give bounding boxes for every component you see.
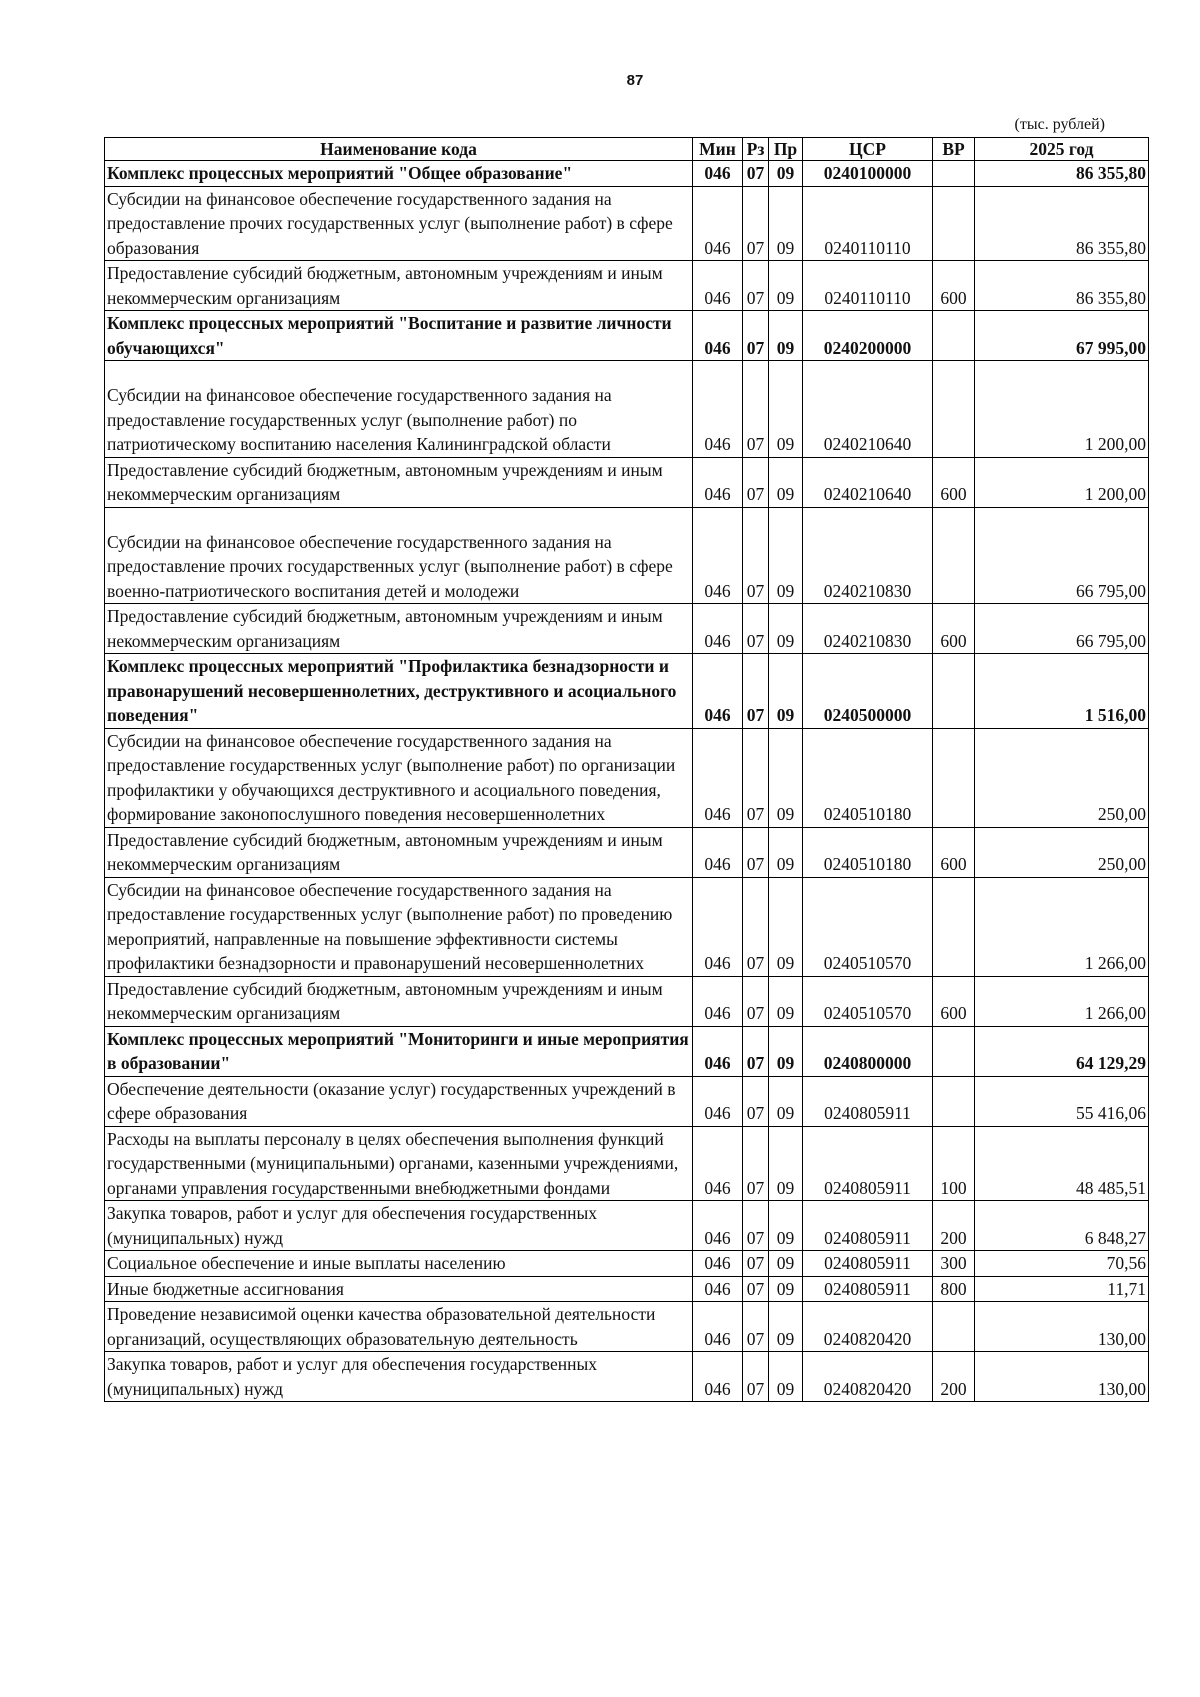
cell-rz: 07 xyxy=(743,1126,769,1201)
cell-sum: 11,71 xyxy=(975,1276,1149,1302)
cell-min: 046 xyxy=(693,1201,743,1251)
cell-pr: 09 xyxy=(769,186,803,261)
cell-rz: 07 xyxy=(743,1026,769,1076)
table-row xyxy=(105,1352,1149,1402)
cell-sum: 86 355,80 xyxy=(975,161,1149,187)
header-pr: Пр xyxy=(769,138,803,161)
cell-min: 046 xyxy=(693,1276,743,1302)
cell-vr xyxy=(933,728,975,827)
cell-vr xyxy=(933,654,975,729)
cell-vr xyxy=(933,361,975,458)
cell-sum: 6 848,27 xyxy=(975,1201,1149,1251)
cell-sum: 1 200,00 xyxy=(975,457,1149,507)
cell-pr: 09 xyxy=(769,1251,803,1277)
cell-sum: 48 485,51 xyxy=(975,1126,1149,1201)
cell-vr xyxy=(933,1026,975,1076)
cell-min: 046 xyxy=(693,1126,743,1201)
cell-rz: 07 xyxy=(743,1302,769,1352)
table-row xyxy=(105,1201,1149,1251)
cell-csr: 0240500000 xyxy=(803,654,933,729)
table-row xyxy=(105,877,1149,976)
cell-csr: 0240210640 xyxy=(803,457,933,507)
header-name: Наименование кода xyxy=(105,138,693,161)
cell-vr xyxy=(933,186,975,261)
cell-rz: 07 xyxy=(743,827,769,877)
table-row xyxy=(105,261,1149,311)
cell-rz: 07 xyxy=(743,161,769,187)
cell-min: 046 xyxy=(693,1251,743,1277)
cell-csr: 0240805911 xyxy=(803,1276,933,1302)
cell-name: Субсидии на финансовое обеспечение государственного задания на предоставление прочих государственных услуг (выполнение работ) в сфере образования xyxy=(105,186,693,261)
cell-csr: 0240510570 xyxy=(803,976,933,1026)
table-row xyxy=(105,1126,1149,1201)
cell-csr: 0240805911 xyxy=(803,1201,933,1251)
cell-pr: 09 xyxy=(769,457,803,507)
cell-csr: 0240510570 xyxy=(803,877,933,976)
cell-rz: 07 xyxy=(743,604,769,654)
cell-csr: 0240805911 xyxy=(803,1126,933,1201)
cell-csr: 0240510180 xyxy=(803,827,933,877)
cell-csr: 0240820420 xyxy=(803,1302,933,1352)
cell-sum: 67 995,00 xyxy=(975,311,1149,361)
cell-pr: 09 xyxy=(769,311,803,361)
cell-vr: 300 xyxy=(933,1251,975,1277)
page-number: 87 xyxy=(626,72,644,89)
cell-min: 046 xyxy=(693,507,743,604)
cell-min: 046 xyxy=(693,877,743,976)
cell-sum: 1 200,00 xyxy=(975,361,1149,458)
table-row xyxy=(105,1251,1149,1277)
header-sum: 2025 год xyxy=(975,138,1149,161)
cell-min: 046 xyxy=(693,1076,743,1126)
cell-rz: 07 xyxy=(743,261,769,311)
table-row xyxy=(105,1276,1149,1302)
cell-vr: 200 xyxy=(933,1352,975,1402)
cell-rz: 07 xyxy=(743,728,769,827)
cell-csr: 0240110110 xyxy=(803,261,933,311)
cell-name: Комплекс процессных мероприятий "Профилактика безнадзорности и правонарушений несовершеннолетних, деструктивного и асоциального поведения" xyxy=(105,654,693,729)
cell-vr: 600 xyxy=(933,827,975,877)
cell-sum: 250,00 xyxy=(975,827,1149,877)
table-row xyxy=(105,361,1149,458)
cell-sum: 250,00 xyxy=(975,728,1149,827)
cell-rz: 07 xyxy=(743,457,769,507)
cell-name: Комплекс процессных мероприятий "Общее образование" xyxy=(105,161,693,187)
cell-name: Предоставление субсидий бюджетным, автономным учреждениям и иным некоммерческим организациям xyxy=(105,976,693,1026)
table-row xyxy=(105,728,1149,827)
cell-min: 046 xyxy=(693,1302,743,1352)
cell-min: 046 xyxy=(693,1352,743,1402)
cell-sum: 130,00 xyxy=(975,1302,1149,1352)
cell-rz: 07 xyxy=(743,877,769,976)
cell-vr: 600 xyxy=(933,604,975,654)
cell-min: 046 xyxy=(693,311,743,361)
cell-name: Субсидии на финансовое обеспечение государственного задания на предоставление государственных услуг (выполнение работ) по организации профилактики у обучающихся деструктивного и асоциального поведения, формирование законопослушного поведения несовершеннолетних xyxy=(105,728,693,827)
cell-rz: 07 xyxy=(743,1352,769,1402)
cell-sum: 55 416,06 xyxy=(975,1076,1149,1126)
cell-rz: 07 xyxy=(743,361,769,458)
cell-rz: 07 xyxy=(743,507,769,604)
cell-csr: 0240805911 xyxy=(803,1076,933,1126)
cell-pr: 09 xyxy=(769,161,803,187)
cell-pr: 09 xyxy=(769,1126,803,1201)
cell-name: Предоставление субсидий бюджетным, автономным учреждениям и иным некоммерческим организациям xyxy=(105,827,693,877)
cell-name: Предоставление субсидий бюджетным, автономным учреждениям и иным некоммерческим организациям xyxy=(105,604,693,654)
cell-rz: 07 xyxy=(743,976,769,1026)
cell-name: Предоставление субсидий бюджетным, автономным учреждениям и иным некоммерческим организациям xyxy=(105,457,693,507)
cell-rz: 07 xyxy=(743,311,769,361)
cell-sum: 86 355,80 xyxy=(975,261,1149,311)
cell-name: Предоставление субсидий бюджетным, автономным учреждениям и иным некоммерческим организациям xyxy=(105,261,693,311)
cell-pr: 09 xyxy=(769,1026,803,1076)
cell-name: Субсидии на финансовое обеспечение государственного задания на предоставление прочих государственных услуг (выполнение работ) в сфере военно-патриотического воспитания детей и молодежи xyxy=(105,507,693,604)
cell-csr: 0240110110 xyxy=(803,186,933,261)
cell-pr: 09 xyxy=(769,507,803,604)
table-row xyxy=(105,827,1149,877)
cell-vr: 200 xyxy=(933,1201,975,1251)
cell-csr: 0240210640 xyxy=(803,361,933,458)
cell-pr: 09 xyxy=(769,604,803,654)
cell-sum: 1 266,00 xyxy=(975,877,1149,976)
units-label: (тыс. рублей) xyxy=(1014,116,1105,133)
cell-vr xyxy=(933,507,975,604)
cell-rz: 07 xyxy=(743,186,769,261)
cell-name: Обеспечение деятельности (оказание услуг) государственных учреждений в сфере образования xyxy=(105,1076,693,1126)
cell-vr xyxy=(933,1302,975,1352)
table-row xyxy=(105,1026,1149,1076)
cell-pr: 09 xyxy=(769,1076,803,1126)
cell-min: 046 xyxy=(693,186,743,261)
cell-rz: 07 xyxy=(743,654,769,729)
budget-table xyxy=(104,137,1149,1402)
cell-csr: 0240100000 xyxy=(803,161,933,187)
cell-name: Иные бюджетные ассигнования xyxy=(105,1276,693,1302)
cell-name: Комплекс процессных мероприятий "Мониторинги и иные мероприятия в образовании" xyxy=(105,1026,693,1076)
cell-csr: 0240210830 xyxy=(803,604,933,654)
cell-min: 046 xyxy=(693,827,743,877)
cell-vr xyxy=(933,311,975,361)
cell-csr: 0240510180 xyxy=(803,728,933,827)
cell-pr: 09 xyxy=(769,877,803,976)
cell-name: Закупка товаров, работ и услуг для обеспечения государственных (муниципальных) нужд xyxy=(105,1352,693,1402)
cell-rz: 07 xyxy=(743,1276,769,1302)
cell-csr: 0240200000 xyxy=(803,311,933,361)
header-rz: Рз xyxy=(743,138,769,161)
cell-min: 046 xyxy=(693,261,743,311)
cell-name: Социальное обеспечение и иные выплаты населению xyxy=(105,1251,693,1277)
cell-name: Закупка товаров, работ и услуг для обеспечения государственных (муниципальных) нужд xyxy=(105,1201,693,1251)
cell-vr: 600 xyxy=(933,457,975,507)
cell-vr: 600 xyxy=(933,261,975,311)
cell-pr: 09 xyxy=(769,976,803,1026)
cell-pr: 09 xyxy=(769,361,803,458)
cell-min: 046 xyxy=(693,161,743,187)
cell-rz: 07 xyxy=(743,1201,769,1251)
cell-min: 046 xyxy=(693,604,743,654)
cell-sum: 130,00 xyxy=(975,1352,1149,1402)
cell-pr: 09 xyxy=(769,1201,803,1251)
table-row xyxy=(105,311,1149,361)
header-min: Мин xyxy=(693,138,743,161)
cell-min: 046 xyxy=(693,728,743,827)
table-row xyxy=(105,976,1149,1026)
table-row xyxy=(105,604,1149,654)
cell-sum: 1 516,00 xyxy=(975,654,1149,729)
cell-min: 046 xyxy=(693,976,743,1026)
cell-vr: 800 xyxy=(933,1276,975,1302)
table-row xyxy=(105,507,1149,604)
cell-vr xyxy=(933,877,975,976)
header-vr: ВР xyxy=(933,138,975,161)
cell-rz: 07 xyxy=(743,1251,769,1277)
table-row xyxy=(105,186,1149,261)
cell-min: 046 xyxy=(693,361,743,458)
cell-csr: 0240820420 xyxy=(803,1352,933,1402)
cell-csr: 0240800000 xyxy=(803,1026,933,1076)
cell-sum: 1 266,00 xyxy=(975,976,1149,1026)
cell-pr: 09 xyxy=(769,261,803,311)
cell-csr: 0240210830 xyxy=(803,507,933,604)
cell-vr: 600 xyxy=(933,976,975,1026)
cell-name: Комплекс процессных мероприятий "Воспитание и развитие личности обучающихся" xyxy=(105,311,693,361)
cell-pr: 09 xyxy=(769,1352,803,1402)
cell-vr xyxy=(933,161,975,187)
table-row xyxy=(105,161,1149,187)
cell-sum: 66 795,00 xyxy=(975,604,1149,654)
cell-pr: 09 xyxy=(769,654,803,729)
cell-csr: 0240805911 xyxy=(803,1251,933,1277)
cell-name: Расходы на выплаты персоналу в целях обеспечения выполнения функций государственными (муниципальными) органами, казенными учреждениями, органами управления государственными внебюджетными фондами xyxy=(105,1126,693,1201)
table-row xyxy=(105,1302,1149,1352)
cell-pr: 09 xyxy=(769,1276,803,1302)
cell-rz: 07 xyxy=(743,1076,769,1126)
cell-min: 046 xyxy=(693,1026,743,1076)
table-row xyxy=(105,654,1149,729)
cell-vr xyxy=(933,1076,975,1126)
table-body xyxy=(105,161,1149,1402)
cell-sum: 86 355,80 xyxy=(975,186,1149,261)
cell-pr: 09 xyxy=(769,827,803,877)
table-row xyxy=(105,1076,1149,1126)
cell-sum: 70,56 xyxy=(975,1251,1149,1277)
cell-pr: 09 xyxy=(769,1302,803,1352)
cell-name: Субсидии на финансовое обеспечение государственного задания на предоставление государственных услуг (выполнение работ) по патриотическому воспитанию населения Калининградской области xyxy=(105,361,693,458)
header-csr: ЦСР xyxy=(803,138,933,161)
cell-pr: 09 xyxy=(769,728,803,827)
cell-name: Проведение независимой оценки качества образовательной деятельности организаций, осуществляющих образовательную деятельность xyxy=(105,1302,693,1352)
table-row xyxy=(105,457,1149,507)
cell-sum: 66 795,00 xyxy=(975,507,1149,604)
cell-sum: 64 129,29 xyxy=(975,1026,1149,1076)
cell-min: 046 xyxy=(693,457,743,507)
cell-min: 046 xyxy=(693,654,743,729)
cell-vr: 100 xyxy=(933,1126,975,1201)
cell-name: Субсидии на финансовое обеспечение государственного задания на предоставление государственных услуг (выполнение работ) по проведению мероприятий, направленные на повышение эффективности системы профилактики безнадзорности и правонарушений несовершеннолетних xyxy=(105,877,693,976)
table-header-row xyxy=(105,138,1149,161)
